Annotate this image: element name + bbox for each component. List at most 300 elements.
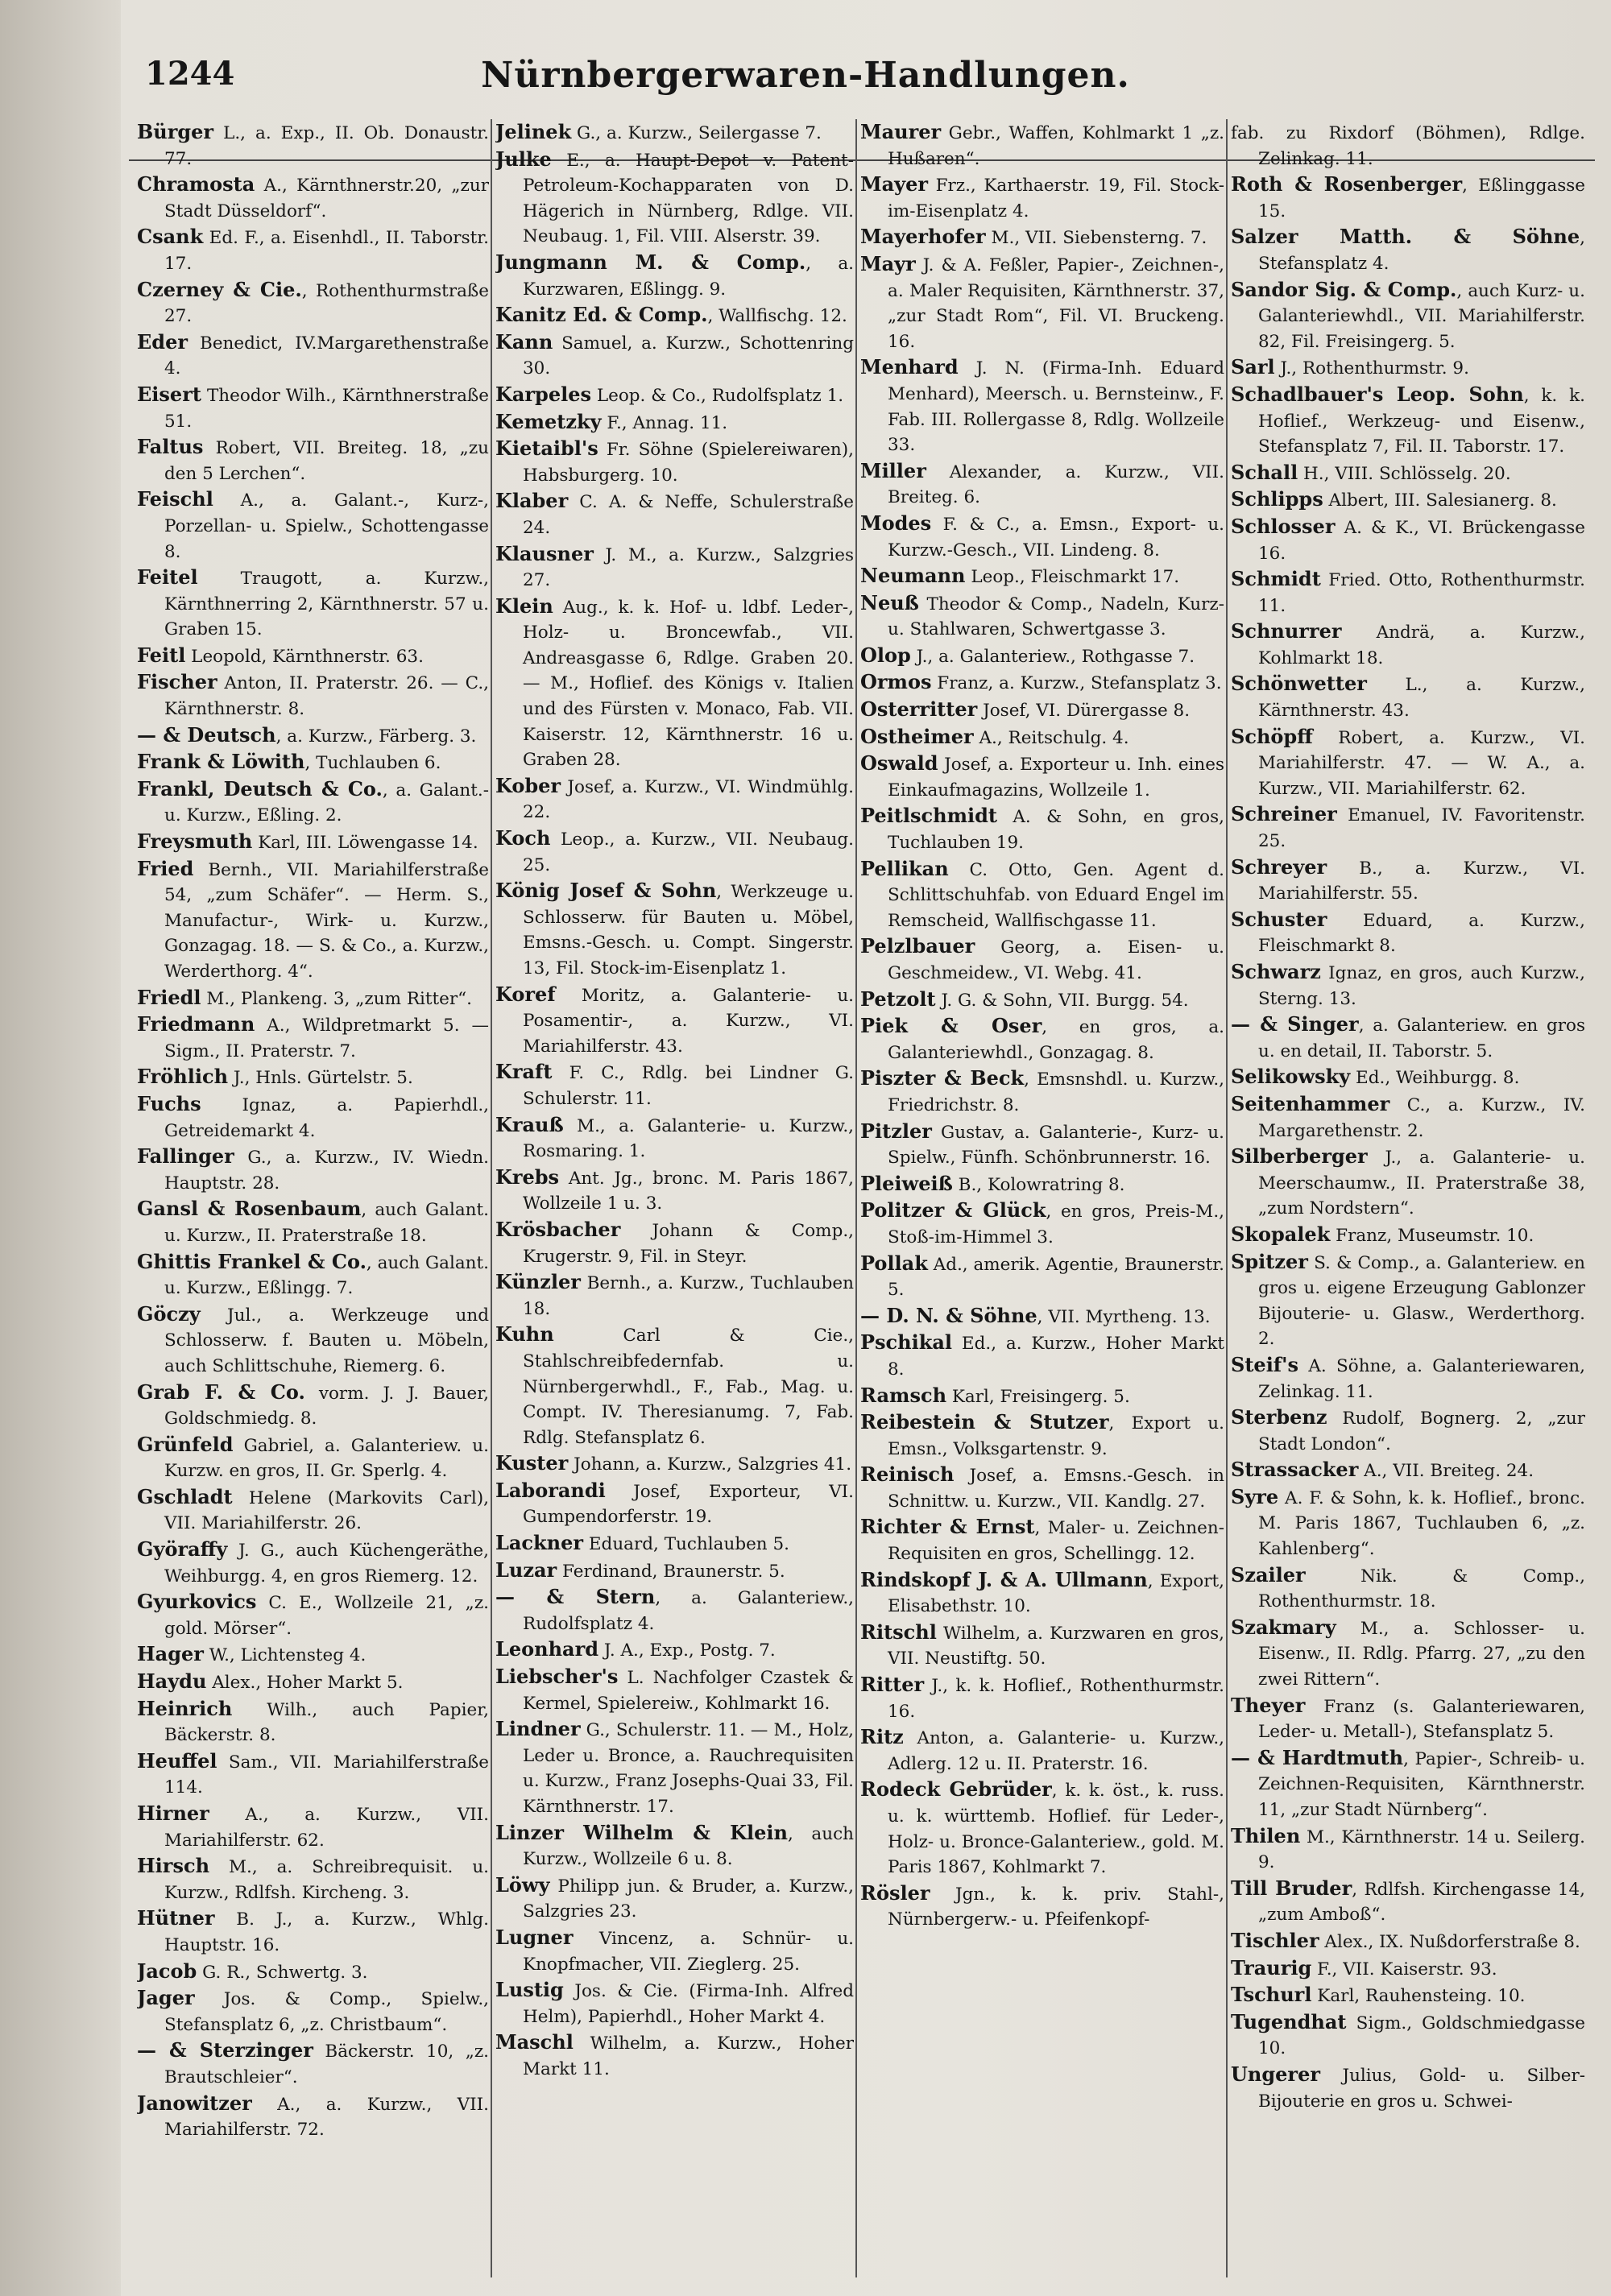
entry-name: Göczy (137, 1301, 201, 1326)
entry-details: J., k. k. Hoflief., Rothenthurmstr. 16. (888, 1676, 1224, 1722)
directory-entry (495, 329, 854, 382)
entry-name: Fischer (137, 670, 217, 694)
entry-name: Julke (495, 147, 552, 171)
directory-entry (137, 434, 489, 486)
entry-details: Aug., k. k. Hof- u. ldbf. Leder-, Holz- u. Broncewfab., VII. Andreasgasse 6, Rdlge. Graben 20. — M., Hoflief. des Königs v. Italien und des Fürsten v. Monaco, Fab. VII. Kaiserstr. 12, Kärnthnerstr. 16 u. Graben 28. (523, 597, 854, 771)
directory-entry (1231, 486, 1585, 514)
entry-name: Lugner (495, 1925, 574, 1949)
entry-details: Theodor & Comp., Nadeln, Kurz- u. Stahlwaren, Schwertgasse 3. (888, 594, 1224, 640)
entry-name: Eisert (137, 382, 201, 406)
entry-details: , a. Galant.- u. Kurzw., Eßling. 2. (164, 780, 489, 826)
entry-name: — & Hardtmuth (1231, 1745, 1404, 1769)
entry-details: Leop. & Co., Rudolfsplatz 1. (591, 385, 844, 406)
entry-details: J. N. (Firma-Inh. Eduard Menhard), Meersch. u. Bernsteinw., F. Fab. III. Rollergasse 8, Rdlg. Wollzeile 33. (888, 358, 1224, 456)
directory-entry (860, 511, 1224, 563)
entry-details: , Rdlfsh. Kirchengasse 14, „zum Amboß“. (1258, 1879, 1585, 1926)
directory-entry (137, 776, 489, 829)
entry-name: Kuster (495, 1451, 569, 1475)
entry-name: Schall (1231, 460, 1298, 484)
directory-entry (1231, 1064, 1585, 1091)
entry-details: Ant. Jg., bronc. M. Paris 1867, Wollzeile 1 u. 3. (523, 1168, 854, 1214)
entry-name: Tischler (1231, 1928, 1319, 1952)
entry-name: Ritter (860, 1673, 925, 1697)
directory-entry (1231, 172, 1585, 224)
entry-details: Traugott, a. Kurzw., Kärnthnerring 2, Kärnthnerstr. 57 u. Graben 15. (164, 569, 489, 640)
entry-details: G. R., Schwertg. 3. (197, 1962, 368, 1983)
entry-details: Leopold, Kärnthnerstr. 63. (185, 646, 424, 667)
directory-entry (860, 1462, 1224, 1514)
entry-details: Theodor Wilh., Kärnthnerstraße 51. (164, 385, 489, 432)
directory-entry (495, 773, 854, 825)
directory-entry (495, 594, 854, 773)
entry-name: Reinisch (860, 1462, 955, 1487)
directory-entry (137, 1959, 489, 1986)
directory-entry (137, 329, 489, 382)
entry-name: Steif's (1231, 1352, 1298, 1376)
entry-name: Linzer Wilhelm & Klein (495, 1820, 788, 1844)
entry-details: , Papier-, Schreib- u. Zeichnen-Requisiten, Kärnthnerstr. 11, „zur Stadt Nürnberg“. (1258, 1748, 1585, 1820)
entry-details: Albert, III. Salesianerg. 8. (1323, 490, 1557, 511)
entry-details: A. & Sohn, en gros, Tuchlauben 19. (888, 807, 1224, 854)
entry-name: Friedl (137, 985, 201, 1009)
entry-name: Jungmann M. & Comp. (495, 250, 806, 274)
entry-name: Sarl (1231, 355, 1275, 379)
entry-details: Johann & Comp., Krugerstr. 9, Fil. in Steyr. (523, 1220, 854, 1267)
entry-name: Ormos (860, 670, 932, 694)
entry-name: Schreiner (1231, 802, 1337, 826)
page-header (0, 48, 1611, 121)
entry-name: Kuhn (495, 1322, 554, 1347)
entry-details: A., a. Kurzw., VII. Mariahilferstr. 72. (164, 2094, 489, 2141)
entry-details: J., Hnls. Gürtelstr. 5. (228, 1068, 413, 1089)
directory-entry (137, 2037, 489, 2090)
entry-details: Josef, VI. Dürergasse 8. (977, 701, 1191, 722)
entry-details: fab. zu Rixdorf (Böhmen), Rdlge. Zelinkag. 11. (1231, 123, 1585, 169)
entry-details: Leop., Fleischmarkt 17. (965, 567, 1180, 588)
entry-name: Mayer (860, 172, 928, 197)
directory-entry (1231, 801, 1585, 854)
entry-details: Jos. & Cie. (Firma-Inh. Alfred Helm), Papierhdl., Hoher Markt 4. (523, 1981, 854, 2027)
entry-details: Gabriel, a. Galanteriew. u. Kurzw. en gros, II. Gr. Sperlg. 4. (164, 1435, 489, 1482)
entry-details: G., Schulerstr. 11. — M., Holz, Leder u. Bronce, a. Rauchrequisiten u. Kurzw., Franz Josephs-Quai 33, Fil. Kärnthnerstr. 17. (523, 1720, 854, 1817)
entry-details: Karl, Freisingerg. 5. (946, 1386, 1130, 1407)
entry-details: Wilhelm, a. Kurzwaren en gros, VII. Neustiftg. 50. (888, 1623, 1224, 1669)
directory-entry (137, 1801, 489, 1853)
directory-entry (137, 1905, 489, 1958)
entry-details: Alex., IX. Nußdorferstraße 8. (1319, 1931, 1580, 1952)
directory-entry (860, 1777, 1224, 1880)
entry-details: , Emsnshdl. u. Kurzw., Friedrichstr. 8. (888, 1069, 1224, 1115)
directory-entry (1231, 1693, 1585, 1745)
directory-entry (495, 1558, 854, 1585)
entry-details: Franz, a. Kurzw., Stefansplatz 3. (931, 673, 1222, 694)
entry-details: , Export u. Emsn., Volksgartenstr. 9. (888, 1413, 1224, 1459)
directory-entry (137, 749, 489, 776)
entry-details: E., a. Haupt-Depot v. Patent-Petroleum-Kochapparaten von D. Hägerich in Nürnberg, Rdlge. VII. Neubaug. 1, Fil. VIII. Alserstr. 39. (523, 150, 854, 247)
entry-details: M., a. Galanterie- u. Kurzw., Rosmaring. 1. (523, 1115, 854, 1162)
directory-entry (137, 1853, 489, 1905)
directory-entry (1231, 514, 1585, 566)
entry-details: C., a. Kurzw., IV. Margarethenstr. 2. (1258, 1094, 1585, 1141)
page-title: Nürnbergerwaren-Handlungen. (481, 55, 1130, 96)
directory-column-3 (860, 119, 1224, 2286)
entry-name: Pellikan (860, 856, 949, 880)
entry-name: Fröhlich (137, 1065, 229, 1089)
entry-details: , a. Galanteriew., Rudolfsplatz 4. (523, 1588, 854, 1634)
entry-details: , Stefansplatz 4. (1258, 228, 1585, 274)
entry-name: Hirsch (137, 1854, 210, 1878)
entry-name: Jacob (137, 1959, 197, 1983)
entry-name: Schreyer (1231, 854, 1327, 879)
entry-name: Sandor Sig. & Comp. (1231, 277, 1457, 301)
directory-entry (495, 1322, 854, 1450)
entry-name: Schadlbauer's Leop. Sohn (1231, 382, 1524, 406)
entry-details: Ignaz, en gros, auch Kurzw., Sterng. 13. (1258, 963, 1585, 1009)
entry-details: Philipp jun. & Bruder, a. Kurzw., Salzgries 23. (523, 1876, 854, 1922)
entry-name: — & Stern (495, 1585, 656, 1609)
entry-name: Reibestein & Stutzer (860, 1410, 1109, 1434)
entry-name: Thilen (1231, 1823, 1301, 1847)
entry-details: Jgn., k. k. priv. Stahl-, Nürnbergerw.- u. Pfeifenkopf- (888, 1884, 1224, 1930)
entry-name: Kober (495, 773, 561, 797)
entry-details: , VII. Myrtheng. 13. (1037, 1306, 1211, 1327)
directory-entry (860, 643, 1224, 670)
entry-name: Spitzer (1231, 1249, 1308, 1273)
entry-name: Karpeles (495, 382, 592, 406)
entry-name: Lindner (495, 1717, 581, 1741)
entry-details: , Wallfischg. 12. (707, 306, 847, 327)
entry-name: Jelinek (495, 120, 572, 143)
entry-details: L. Nachfolger Czastek & Kermel, Spielereiw., Kohlmarkt 16. (523, 1668, 854, 1714)
entry-name: Osterritter (860, 697, 978, 722)
entry-name: Theyer (1231, 1693, 1306, 1717)
entry-details: M., Plankeng. 3, „zum Ritter“. (201, 988, 472, 1009)
directory-entry (860, 724, 1224, 751)
entry-name: Kanitz Ed. & Comp. (495, 303, 708, 327)
directory-entry (1231, 618, 1585, 671)
entry-details: W., Lichtensteg 4. (203, 1645, 367, 1666)
directory-entry (860, 1303, 1224, 1330)
entry-details: Fr. Söhne (Spielereiwaren), Habsburgerg. 10. (523, 440, 854, 486)
entry-details: J., Rothenthurmstr. 9. (1274, 358, 1469, 379)
entry-name: Traurig (1231, 1955, 1312, 1980)
directory-entry (860, 1119, 1224, 1171)
entry-name: König Josef & Sohn (495, 879, 717, 903)
directory-entry (860, 1514, 1224, 1566)
directory-entry (1231, 671, 1585, 723)
entry-details: A., a. Kurzw., VII. Mariahilferstr. 62. (164, 1805, 489, 1851)
entry-name: Syre (1231, 1484, 1279, 1508)
entry-details: Helene (Markovits Carl), VII. Mariahilferstr. 26. (164, 1487, 489, 1534)
directory-entry (495, 1636, 854, 1664)
directory-entry (495, 1450, 854, 1478)
entry-name: — & Sterzinger (137, 2038, 313, 2062)
entry-details: J. & A. Feßler, Papier-, Zeichnen-, a. Maler Requisiten, Kärnthnerstr. 37, „zur Stadt Rom“, Fil. VI. Bruckeng. 16. (888, 254, 1224, 352)
directory-entry (495, 488, 854, 540)
directory-entry (137, 224, 489, 276)
directory-entry (495, 1872, 854, 1925)
entry-details: , auch Kurzw., Wollzeile 6 u. 8. (523, 1823, 854, 1870)
directory-entry (860, 856, 1224, 934)
entry-name: Tugendhat (1231, 2009, 1347, 2033)
entry-details: Bernh., a. Kurzw., Tuchlauben 18. (523, 1273, 854, 1319)
entry-name: Hütner (137, 1906, 215, 1930)
directory-entry (1231, 1011, 1585, 1064)
entry-details: , k. k. Hoflief., Werkzeug- und Eisenw., Stefansplatz 7, Fil. II. Taborstr. 17. (1258, 385, 1585, 457)
directory-entry (495, 1112, 854, 1165)
entry-name: Haydu (137, 1669, 207, 1694)
entry-details: Moritz, a. Galanterie- u. Posamentir-, a. Kurzw., VI. Mariahilferstr. 43. (523, 985, 854, 1057)
directory-entry (1231, 1823, 1585, 1876)
entry-name: Laborandi (495, 1478, 606, 1502)
entry-details: Fried. Otto, Rothenthurmstr. 11. (1258, 570, 1585, 616)
entry-name: Freysmuth (137, 829, 253, 854)
entry-details: , k. k. öst., k. russ. u. k. württemb. Hoflief. für Leder-, Holz- u. Bronce-Galanteriew., gold. M. Paris 1867, Kohlmarkt 7. (888, 1781, 1224, 1878)
directory-entry (495, 302, 854, 329)
directory-entry (1231, 119, 1585, 172)
directory-entry (137, 1641, 489, 1669)
entry-details: Josef, a. Emsns.-Gesch. in Schnittw. u. Kurzw., VII. Kandlg. 27. (888, 1466, 1224, 1512)
entry-name: Kraft (495, 1060, 553, 1084)
directory-entry (137, 669, 489, 722)
directory-entry (137, 1432, 489, 1484)
directory-columns (0, 119, 1611, 2286)
entry-name: Pelzlbauer (860, 934, 975, 958)
entry-details: G., a. Kurzw., Seilergasse 7. (571, 123, 822, 143)
directory-entry (137, 1196, 489, 1248)
entry-name: Petzolt (860, 987, 936, 1011)
entry-details: Josef, Exporteur, VI. Gumpendorferstr. 19. (523, 1481, 854, 1528)
entry-details: F., Annag. 11. (601, 412, 728, 433)
entry-details: , auch Galant. u. Kurzw., Eßlingg. 7. (164, 1252, 489, 1299)
directory-entry (137, 1064, 489, 1091)
entry-details: B., Kolowratring 8. (952, 1174, 1125, 1195)
directory-entry (495, 1664, 854, 1716)
directory-entry (137, 277, 489, 329)
directory-entry (860, 1330, 1224, 1382)
entry-name: Piek & Oser (860, 1014, 1042, 1038)
entry-details: B., a. Kurzw., VI. Mariahilferstr. 55. (1258, 858, 1585, 904)
entry-details: S. & Comp., a. Galanteriew. en gros u. eigene Erzeugung Gablonzer Bijouterie- u. Glasw., Werderthorg. 2. (1258, 1252, 1585, 1350)
directory-entry (495, 1820, 854, 1872)
entry-name: Rodeck Gebrüder (860, 1777, 1052, 1802)
directory-entry (495, 119, 854, 147)
directory-entry (495, 825, 854, 878)
entry-details: Eduard, Tuchlauben 5. (583, 1534, 789, 1555)
entry-details: Franz, Museumstr. 10. (1330, 1225, 1534, 1246)
entry-name: Gansl & Rosenbaum (137, 1197, 362, 1221)
directory-entry (1231, 907, 1585, 959)
entry-details: F. C., Rdlg. bei Lindner G. Schulerstr. 11. (523, 1063, 854, 1109)
directory-entry (1231, 1457, 1585, 1484)
entry-details: A., Kärnthnerstr.20, „zur Stadt Düsseldorf“. (164, 176, 489, 221)
entry-name: Peitlschmidt (860, 804, 997, 828)
entry-details: Karl, III. Löwengasse 14. (252, 833, 478, 854)
directory-entry (137, 1091, 489, 1144)
entry-name: Krösbacher (495, 1217, 621, 1241)
directory-entry (860, 1409, 1224, 1462)
entry-details: Gebr., Waffen, Kohlmarkt 1 „z. Hußaren“. (888, 123, 1224, 169)
entry-details: F. & C., a. Emsn., Export- u. Kurzw.-Gesch., VII. Lindeng. 8. (888, 514, 1224, 561)
directory-entry (137, 829, 489, 856)
entry-name: Schmidt (1231, 567, 1321, 591)
entry-name: Seitenhammer (1231, 1091, 1390, 1115)
directory-entry (137, 1696, 489, 1748)
entry-name: Modes (860, 511, 932, 535)
entry-name: Liebscher's (495, 1665, 619, 1689)
entry-details: Rudolf, Bognerg. 2, „zur Stadt London“. (1258, 1409, 1585, 1454)
directory-entry (495, 2029, 854, 2082)
directory-entry (137, 1748, 489, 1801)
directory-entry (137, 486, 489, 565)
directory-entry (860, 697, 1224, 724)
entry-details: J., a. Galanteriew., Rothgasse 7. (910, 646, 1195, 667)
entry-details: Ed. F., a. Eisenhdl., II. Taborstr. 17. (164, 228, 489, 274)
entry-details: , en gros, a. Galanteriewhdl., Gonzagag. 8. (888, 1017, 1224, 1063)
entry-name: Bürger (137, 120, 214, 143)
entry-name: Fallinger (137, 1144, 234, 1169)
directory-entry (1231, 382, 1585, 460)
directory-entry (1231, 1144, 1585, 1222)
entry-details: Wilh., auch Papier, Bäckerstr. 8. (164, 1699, 489, 1746)
entry-details: , Tuchlauben 6. (304, 753, 441, 774)
entry-name: Leonhard (495, 1637, 599, 1661)
entry-details: Julius, Gold- u. Silber-Bijouterie en gros u. Schwei- (1258, 2065, 1585, 2112)
entry-details: , Werkzeuge u. Schlosserw. für Bauten u. Möbel, Emsns.-Gesch. u. Compt. Singerstr. 13, Fil. Stock-im-Eisenplatz 1. (523, 882, 854, 978)
directory-entry (495, 1478, 854, 1530)
entry-details: , Export, Elisabethstr. 10. (888, 1570, 1224, 1617)
entry-name: Schlipps (1231, 487, 1323, 511)
entry-name: Janowitzer (137, 2091, 252, 2115)
entry-details: , a. Kurzw., Färberg. 3. (275, 726, 477, 747)
entry-details: Karl, Rauhensteing. 10. (1311, 1986, 1526, 2007)
entry-name: Lackner (495, 1531, 584, 1555)
directory-entry (137, 1301, 489, 1380)
directory-entry (1231, 1615, 1585, 1693)
entry-name: Györaffy (137, 1537, 228, 1562)
directory-entry (860, 590, 1224, 643)
directory-entry (137, 565, 489, 643)
entry-name: Grab F. & Co. (137, 1380, 305, 1404)
entry-name: Koch (495, 826, 551, 850)
directory-entry (860, 1383, 1224, 1410)
entry-details: A., Reitschulg. 4. (973, 727, 1129, 748)
entry-details: Franz (s. Galanteriewaren, Leder- u. Metall-), Stefansplatz 5. (1258, 1696, 1585, 1743)
directory-entry (860, 751, 1224, 803)
entry-name: Czerney & Cie. (137, 277, 302, 301)
entry-name: Krebs (495, 1165, 560, 1189)
entry-name: Heinrich (137, 1696, 233, 1720)
entry-name: Szakmary (1231, 1615, 1336, 1639)
entry-name: Fried (137, 856, 194, 880)
directory-entry (137, 1011, 489, 1064)
entry-details: Gustav, a. Galanterie-, Kurz- u. Spielw., Fünfh. Schönbrunnerstr. 16. (888, 1122, 1224, 1169)
entry-details: J. G. & Sohn, VII. Burgg. 54. (935, 990, 1189, 1011)
entry-name: Politzer & Glück (860, 1198, 1046, 1222)
entry-details: L., a. Kurzw., Kärnthnerstr. 43. (1258, 675, 1585, 722)
entry-details: J. M., a. Kurzw., Salzgries 27. (523, 544, 854, 591)
entry-name: Salzer Matth. & Söhne (1231, 225, 1580, 249)
directory-entry (495, 436, 854, 488)
entry-details: C. Otto, Gen. Agent d. Schlittschuhfab. von Eduard Engel im Remscheid, Wallfischgasse 11. (888, 859, 1224, 931)
entry-name: Friedmann (137, 1012, 255, 1036)
directory-entry (495, 1530, 854, 1558)
directory-entry (1231, 1955, 1585, 1983)
entry-name: Kann (495, 329, 553, 354)
entry-details: Leop., a. Kurzw., VII. Neubaug. 25. (523, 829, 854, 875)
entry-name: Schuster (1231, 907, 1327, 931)
entry-details: A., VII. Breiteg. 24. (1358, 1461, 1534, 1482)
directory-column-1 (137, 119, 489, 2286)
entry-details: M., VII. Siebensterng. 7. (985, 228, 1207, 249)
entry-details: J. A., Exp., Postg. 7. (598, 1640, 776, 1661)
directory-entry (1231, 1745, 1585, 1823)
entry-name: Krauß (495, 1112, 564, 1136)
entry-details: A. Söhne, a. Galanteriewaren, Zelinkag. 11. (1258, 1355, 1585, 1402)
directory-entry (137, 1249, 489, 1301)
entry-name: Strassacker (1231, 1458, 1359, 1482)
entry-details: L., a. Exp., II. Ob. Donaustr. 77. (164, 123, 489, 169)
entry-details: Nik. & Comp., Rothenthurmstr. 18. (1258, 1566, 1585, 1612)
entry-details: , auch Kurz- u. Galanteriewhdl., VII. Mariahilferstr. 82, Fil. Freisingerg. 5. (1258, 280, 1585, 352)
entry-details: Ferdinand, Braunerstr. 5. (557, 1561, 785, 1582)
directory-entry (495, 1059, 854, 1111)
directory-entry (1231, 724, 1585, 802)
entry-details: Emanuel, IV. Favoritenstr. 25. (1258, 805, 1585, 852)
entry-name: Roth & Rosenberger (1231, 172, 1463, 197)
entry-details: Robert, VII. Breiteg. 18, „zu den 5 Lerchen“. (164, 438, 489, 484)
directory-entry (860, 1880, 1224, 1933)
entry-details: Georg, a. Eisen- u. Geschmeidew., VI. Webg. 41. (888, 937, 1224, 983)
directory-entry (1231, 1352, 1585, 1404)
entry-name: Eder (137, 329, 188, 354)
entry-name: Klein (495, 594, 553, 618)
directory-entry (137, 172, 489, 224)
entry-name: Schwarz (1231, 960, 1321, 983)
entry-name: Neumann (860, 564, 966, 588)
entry-name: Grünfeld (137, 1432, 234, 1456)
entry-details: C. E., Wollzeile 21, „z. gold. Mörser“. (164, 1593, 489, 1639)
entry-details: Sam., VII. Mariahilferstraße 114. (164, 1752, 489, 1798)
entry-name: Jager (137, 1986, 195, 2010)
entry-details: H., VIII. Schlösselg. 20. (1298, 463, 1511, 484)
directory-entry (1231, 224, 1585, 276)
entry-details: A. F. & Sohn, k. k. Hoflief., bronc. M. Paris 1867, Tuchlauben 6, „z. Kahlenberg“. (1258, 1487, 1585, 1560)
directory-entry (137, 1484, 489, 1537)
directory-entry (495, 1925, 854, 1977)
entry-details: J. G., auch Küchengeräthe, Weihburgg. 4, en gros Riemerg. 12. (164, 1541, 489, 1587)
directory-entry (860, 1198, 1224, 1250)
entry-details: G., a. Kurzw., IV. Wiedn. Hauptstr. 28. (164, 1148, 489, 1194)
entry-details: Ignaz, a. Papierhdl., Getreidemarkt 4. (164, 1094, 489, 1141)
entry-details: Jul., a. Werkzeuge und Schlosserw. f. Bauten u. Möbeln, auch Schlittschuhe, Riemerg. 6. (164, 1305, 489, 1376)
entry-details: Alexander, a. Kurzw., VII. Breiteg. 6. (888, 461, 1224, 508)
directory-entry (860, 803, 1224, 855)
directory-entry (495, 1217, 854, 1269)
entry-details: , Maler- u. Zeichnen-Requisiten en gros, Schellingg. 12. (888, 1518, 1224, 1565)
directory-entry (137, 119, 489, 172)
entry-name: Rindskopf J. & A. Ullmann (860, 1567, 1148, 1591)
entry-details: M., Kärnthnerstr. 14 u. Seilerg. 9. (1258, 1826, 1585, 1873)
directory-entry (1231, 1928, 1585, 1955)
entry-name: Künzler (495, 1270, 581, 1294)
entry-details: Samuel, a. Kurzw., Schottenring 30. (523, 333, 854, 379)
directory-entry (137, 1144, 489, 1196)
entry-name: Heuffel (137, 1748, 217, 1773)
directory-column-2 (495, 119, 854, 2286)
entry-name: Luzar (495, 1558, 557, 1582)
entry-details: C. A. & Neffe, Schulerstraße 24. (523, 492, 854, 538)
